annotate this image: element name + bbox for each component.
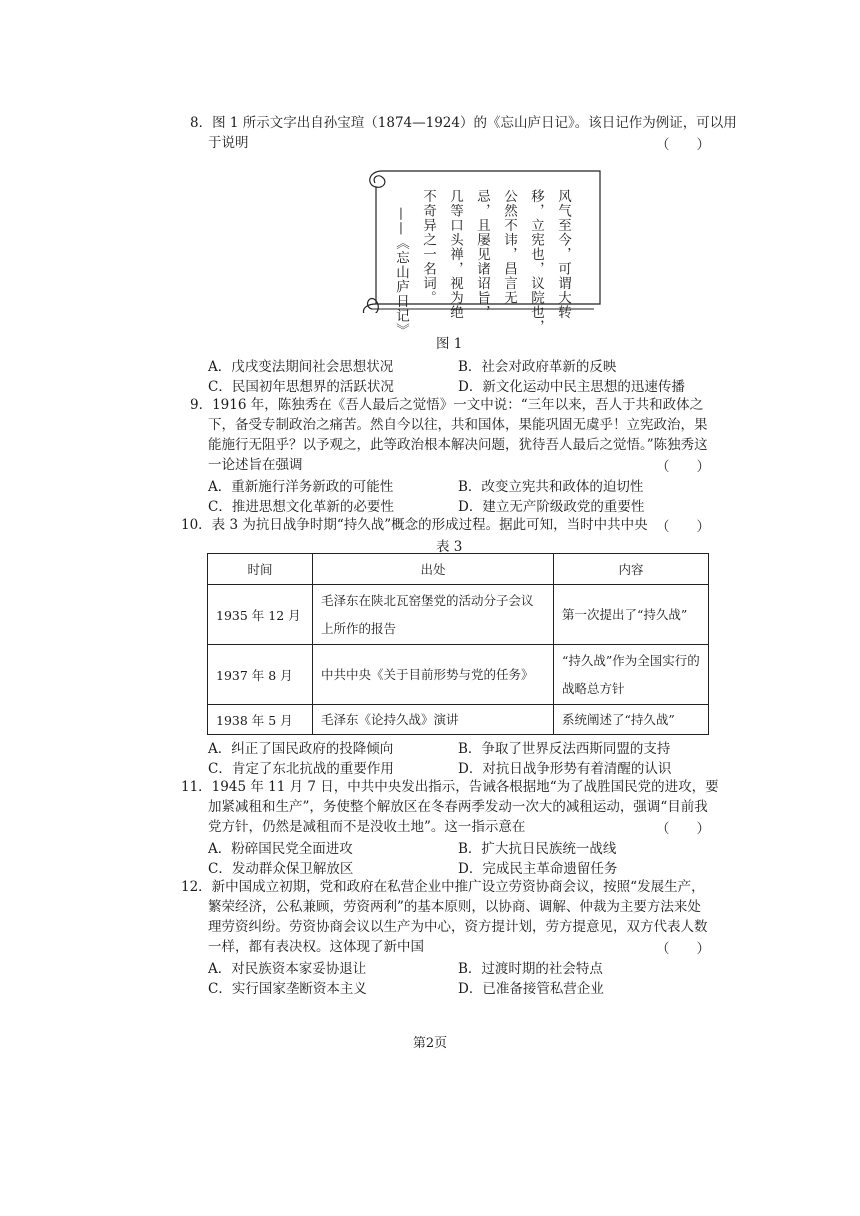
q9-answer-paren: （ ） <box>656 459 710 475</box>
q10-answer-paren: （ ） <box>656 519 710 535</box>
q10-option-a: A．纠正了国民政府的投降倾向 <box>208 741 394 757</box>
table-header-row <box>208 554 709 585</box>
q12-option-a: A．对民族资本家妥协退让 <box>208 961 367 977</box>
q8-option-a: A．戊戌变法期间社会思想状况 <box>208 359 394 375</box>
q9-stem-line-1: 9．1916 年，陈独秀在《吾人最后之觉悟》一文中说：“三年以来，吾人于共和政体之 <box>190 397 704 413</box>
q8-stem-line-2: 于说明 <box>208 135 249 151</box>
scroll-col-3: 公然不讳，昌言无 <box>501 189 517 305</box>
q9-option-d: D．建立无产阶级政党的重要性 <box>458 499 645 515</box>
table-cell-source: 毛泽东在陕北瓦窑堡党的活动分子会议上所作的报告 <box>313 585 554 645</box>
scroll-source: ——《忘山庐日记》 <box>393 207 409 338</box>
q9-stem-line-2: 下，备受专制政治之痛苦。然自今以往，共和国体，果能巩固无虞乎！立宪政治，果 <box>208 417 708 433</box>
scroll-figure <box>362 163 612 338</box>
q9-option-a: A．重新施行洋务新政的可能性 <box>208 479 394 495</box>
q9-option-b: B．改变立宪共和政体的迫切性 <box>458 479 644 495</box>
q10-stem-line-1: 10．表 3 为抗日战争时期“持久战”概念的形成过程。据此可知，当时中共中央 <box>181 517 648 533</box>
table-caption: 表 3 <box>436 539 463 555</box>
q10-option-c: C．肯定了东北抗战的重要作用 <box>208 761 394 777</box>
table-cell-time: 1938 年 5 月 <box>208 705 313 735</box>
q12-option-b: B．过渡时期的社会特点 <box>458 961 603 977</box>
scroll-col-4: 忌，且屡见诸诏旨， <box>474 189 490 320</box>
table-cell-content: “持久战”作为全国实行的战略总方针 <box>554 645 709 705</box>
scroll-col-1: 风气至今，可谓大转 <box>555 189 571 320</box>
table-cell-source: 中共中央《关于目前形势与党的任务》 <box>313 645 554 705</box>
q9-option-c: C．推进思想文化革新的必要性 <box>208 499 394 515</box>
q11-stem-line-2: 加紧减租和生产”，务使整个解放区在冬春两季发动一次大的减租运动，强调“目前我 <box>208 799 708 815</box>
table-row <box>208 585 709 645</box>
q8-option-b: B．社会对政府革新的反映 <box>458 359 617 375</box>
q12-stem-line-1: 12．新中国成立初期，党和政府在私营企业中推广设立劳资协商会议，按照“发展生产， <box>181 879 705 895</box>
scroll-col-2: 移，立宪也，议院也， <box>528 189 544 334</box>
q11-option-b: B．扩大抗日民族统一战线 <box>458 841 617 857</box>
table-header-source: 出处 <box>313 554 554 585</box>
table-cell-content: 第一次提出了“持久战” <box>554 585 709 645</box>
q11-answer-paren: （ ） <box>656 821 710 837</box>
table-cell-time: 1935 年 12 月 <box>208 585 313 645</box>
table-cell-time: 1937 年 8 月 <box>208 645 313 705</box>
q12-option-d: D．已准备接管私营企业 <box>458 981 604 997</box>
table-cell-source: 毛泽东《论持久战》演讲 <box>313 705 554 735</box>
q11-option-a: A．粉碎国民党全面进攻 <box>208 841 353 857</box>
table-row <box>208 705 709 735</box>
scroll-col-5: 几等口头禅，视为绝 <box>447 189 463 320</box>
q9-stem-line-3: 能施行无阻乎？以予观之，此等政治根本解决问题，犹待吾人最后之觉悟。”陈独秀这 <box>208 437 708 453</box>
q9-stem-line-4: 一论述旨在强调 <box>208 457 303 473</box>
q12-stem-line-3: 理劳资纠纷。劳资协商会议以生产为中心，资方提计划，劳方提意见，双方代表人数 <box>208 919 708 935</box>
q8-answer-paren: （ ） <box>656 137 710 153</box>
q8-stem-line-1: 8．图 1 所示文字出自孙宝瑄（1874—1924）的《忘山庐日记》。该日记作为例证，可以用 <box>190 115 737 131</box>
figure-caption: 图 1 <box>436 336 463 352</box>
q8-option-d: D．新文化运动中民主思想的迅速传播 <box>458 379 685 395</box>
table-row <box>208 645 709 705</box>
q11-stem-line-3: 党方针，仍然是减租而不是没收土地”。这一指示意在 <box>208 819 526 835</box>
scroll-col-6: 不奇异之一名词。 <box>420 189 436 305</box>
table-header-content: 内容 <box>554 554 709 585</box>
page-number: 第2页 <box>412 1036 448 1051</box>
q12-option-c: C．实行国家垄断资本主义 <box>208 981 367 997</box>
q11-stem-line-1: 11．1945 年 11 月 7 日，中共中央发出指示，告诫各根据地“为了战胜国民党的进攻，要 <box>181 779 719 795</box>
q10-option-d: D．对抗日战争形势有着清醒的认识 <box>458 761 672 777</box>
table-cell-content: 系统阐述了“持久战” <box>554 705 709 735</box>
q11-option-d: D．完成民主革命遗留任务 <box>458 861 618 877</box>
q12-stem-line-2: 繁荣经济，公私兼顾，劳资两利”的基本原则，以协商、调解、仲裁为主要方法来处 <box>208 899 701 915</box>
table-3 <box>207 553 709 735</box>
q12-stem-line-4: 一样，都有表决权。这体现了新中国 <box>208 939 424 955</box>
q12-answer-paren: （ ） <box>656 941 710 957</box>
q10-option-b: B．争取了世界反法西斯同盟的支持 <box>458 741 671 757</box>
table-header-time: 时间 <box>208 554 313 585</box>
q11-option-c: C．发动群众保卫解放区 <box>208 861 354 877</box>
scroll-text <box>387 189 576 338</box>
q8-option-c: C．民国初年思想界的活跃状况 <box>208 379 394 395</box>
